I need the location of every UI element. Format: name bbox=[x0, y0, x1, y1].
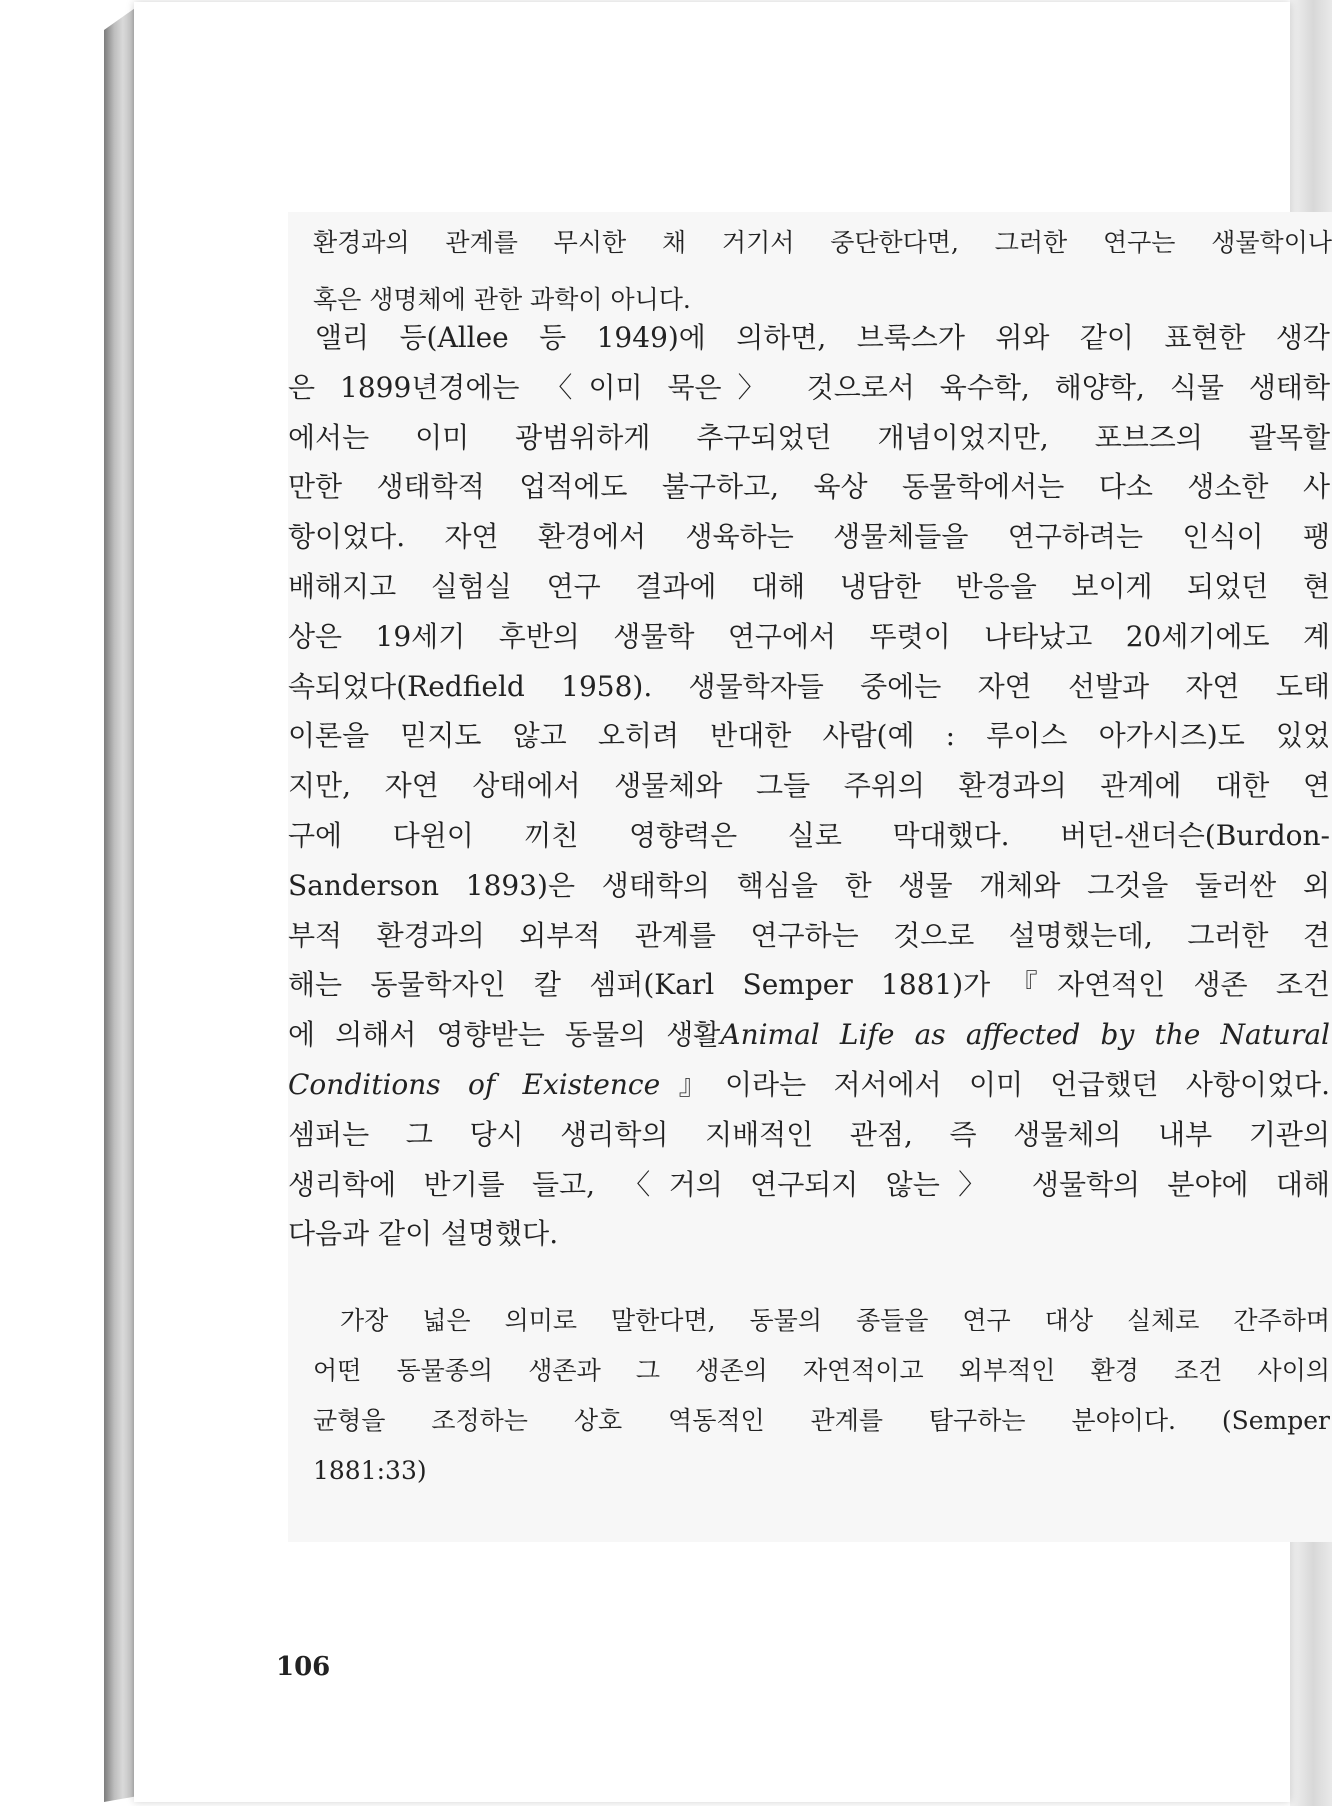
text-line: 어떤 동물종의 생존과 그 생존의 자연적이고 외부적인 환경 조건 사이의 bbox=[313, 1356, 1330, 1385]
text-line: 셈퍼는 그 당시 생리학의 지배적인 관점, 즉 생물체의 내부 기관의 bbox=[288, 1117, 1330, 1151]
text-line: 만한 생태학적 업적에도 불구하고, 육상 동물학에서는 다소 생소한 사 bbox=[288, 470, 1330, 504]
text-line: 혹은 생명체에 관한 과학이 아니다. bbox=[313, 285, 691, 314]
text-line: 배해지고 실험실 연구 결과에 대해 냉담한 반응을 보이게 되었던 현 bbox=[288, 569, 1330, 603]
text-line: 앨리 등(Allee 등 1949)에 의하면, 브룩스가 위와 같이 표현한 생각 bbox=[315, 321, 1330, 354]
text-line: 해는 동물학자인 칼 셈퍼(Karl Semper 1881)가『자연적인 생존 조건 bbox=[288, 968, 1330, 1002]
text-line: Sanderson 1893)은 생태학의 핵심을 한 생물 개체와 그것을 둘러싼 외 bbox=[288, 868, 1330, 902]
book-title-italic: Animal Life as affected by the Natural bbox=[720, 1018, 1330, 1052]
main-paragraph bbox=[288, 313, 1332, 1259]
intro-paragraph bbox=[288, 214, 1332, 328]
text-line: 부적 환경과의 외부적 관계를 연구하는 것으로 설명했는데, 그러한 견 bbox=[288, 918, 1330, 952]
text-line-with-title bbox=[288, 1060, 1330, 1110]
text-line: 환경과의 관계를 무시한 채 거기서 중단한다면, 그러한 연구는 생물학이나 bbox=[313, 228, 1332, 257]
text-line: 구에 다윈이 끼친 영향력은 실로 막대했다. 버던-샌더슨(Burdon- bbox=[288, 818, 1330, 852]
text-segment: 』이라는 저서에서 이미 언급했던 사항이었다. bbox=[660, 1067, 1330, 1101]
text-line: 상은 19세기 후반의 생물학 연구에서 뚜렷이 나타났고 20세기에도 계 bbox=[288, 619, 1330, 653]
book-title-italic: Conditions of Existence bbox=[288, 1067, 661, 1101]
scanned-text-area bbox=[288, 212, 1332, 1542]
text-line: 이론을 믿지도 않고 오히려 반대한 사람(예 : 루이스 아가시즈)도 있었 bbox=[288, 719, 1330, 753]
text-line: 항이었다. 자연 환경에서 생육하는 생물체들을 연구하려는 인식이 팽 bbox=[288, 520, 1330, 554]
book-page bbox=[134, 2, 1332, 1802]
text-line: 속되었다(Redfield 1958). 생물학자들 중에는 자연 선발과 자연 도태 bbox=[288, 669, 1330, 703]
page-stack-edge bbox=[104, 6, 138, 1802]
text-line: 다음과 같이 설명했다. bbox=[288, 1217, 559, 1251]
text-line: 1881:33) bbox=[313, 1456, 427, 1485]
text-segment: 에 의해서 영향받는 동물의 생활 bbox=[288, 1018, 721, 1052]
text-line: 균형을 조정하는 상호 역동적인 관계를 탐구하는 분야이다. (Semper bbox=[313, 1406, 1330, 1435]
text-line: 가장 넓은 의미로 말한다면, 동물의 종들을 연구 대상 실체로 간주하며 bbox=[340, 1306, 1330, 1335]
page-number: 106 bbox=[276, 1652, 331, 1682]
text-line-with-title bbox=[288, 1010, 1330, 1060]
text-line: 지만, 자연 상태에서 생물체와 그들 주위의 환경과의 관계에 대한 연 bbox=[288, 769, 1330, 803]
text-line: 생리학에 반기를 들고, 〈거의 연구되지 않는〉 생물학의 분야에 대해 bbox=[288, 1167, 1330, 1201]
text-line: 은 1899년경에는 〈이미 묵은〉 것으로서 육수학, 해양학, 식물 생태학 bbox=[288, 370, 1330, 404]
semper-quote bbox=[288, 1296, 1332, 1496]
text-line: 에서는 이미 광범위하게 추구되었던 개념이었지만, 포브즈의 괄목할 bbox=[288, 420, 1330, 454]
